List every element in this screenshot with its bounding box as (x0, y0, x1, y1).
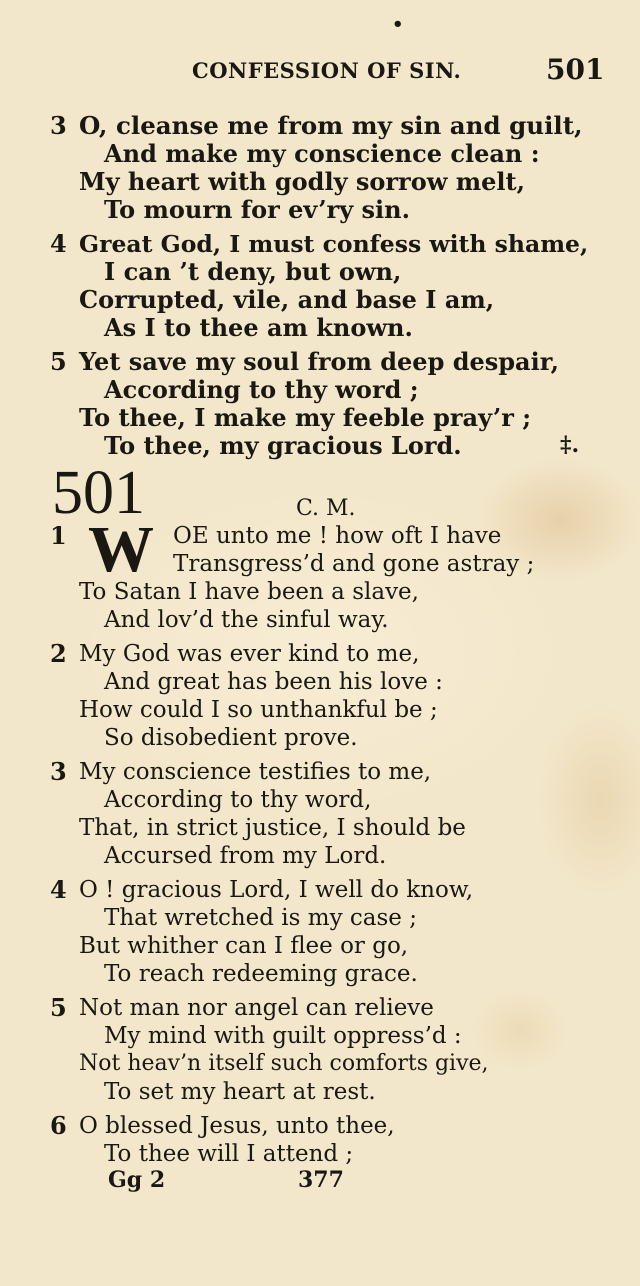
verse-line: To thee, I make my feeble pray’r ; (79, 403, 532, 432)
verse-line: And make my conscience clean : (104, 139, 540, 168)
verse-line: Great God, I must confess with shame, (79, 230, 589, 258)
verse-line: Not man nor angel can relieve (79, 995, 434, 1021)
verse-line: To thee will I attend ; (104, 1141, 354, 1167)
footer-page-number: 377 (298, 1167, 344, 1193)
verse-line: To mourn for ev’ry sin. (104, 195, 410, 224)
verse-line: To set my heart at rest. (104, 1079, 376, 1105)
hymn-meter: C. M. (296, 496, 356, 521)
stanza-number: 5 (50, 993, 67, 1022)
verse-line: Yet save my soul from deep despair, (79, 347, 559, 376)
end-mark: ‡. (560, 432, 580, 458)
header-dot: • (392, 14, 404, 35)
verse-line: Accursed from my Lord. (104, 843, 387, 869)
verse-line: And lov’d the sinful way. (104, 607, 389, 633)
verse-line: My heart with godly sorrow melt, (79, 167, 525, 196)
verse-line: My conscience testifies to me, (79, 759, 432, 785)
verse-line: My God was ever kind to me, (79, 641, 420, 667)
verse-line: My mind with guilt oppress’d : (104, 1023, 462, 1049)
verse-line: How could I so unthankful be ; (79, 697, 438, 723)
verse-line: That, in strict justice, I should be (79, 815, 466, 841)
verse-line: So disobedient prove. (104, 725, 358, 751)
verse-line: But whither can I flee or go, (79, 933, 409, 959)
signature-mark: Gg 2 (108, 1167, 166, 1193)
verse-line: According to thy word ; (104, 375, 419, 404)
running-title: CONFESSION OF SIN. (192, 58, 462, 83)
stanza-number: 3 (50, 757, 67, 786)
stanza-number: 5 (50, 347, 67, 376)
verse-line: O ! gracious Lord, I well do know, (79, 877, 474, 903)
verse-line: That wretched is my case ; (104, 905, 417, 931)
drop-cap: W (88, 513, 154, 586)
verse-line: To thee, my gracious Lord. (104, 431, 462, 460)
page-number: 501 (546, 53, 605, 86)
stanza-number: 4 (50, 875, 67, 904)
verse-line: OE unto me ! how oft I have (173, 523, 502, 549)
stanza-number: 6 (50, 1111, 67, 1140)
verse-line: Corrupted, vile, and base I am, (79, 285, 495, 314)
verse-line: I can ’t deny, but own, (104, 257, 402, 286)
verse-line: And great has been his love : (104, 669, 443, 695)
stanza-number: 4 (50, 229, 67, 258)
verse-line: To reach redeeming grace. (104, 961, 418, 987)
verse-line: Not heav’n itself such comforts give, (79, 1051, 489, 1076)
verse-line: As I to thee am known. (104, 313, 413, 342)
verse-line: To Satan I have been a slave, (79, 579, 419, 605)
stanza-number: 2 (50, 639, 67, 668)
hymn-number: 501 (52, 459, 145, 527)
verse-line: According to thy word, (104, 787, 372, 813)
verse-line: O blessed Jesus, unto thee, (79, 1113, 395, 1139)
verse-line: O, cleanse me from my sin and guilt, (79, 111, 583, 140)
stanza-number: 3 (50, 111, 67, 140)
stanza-number: 1 (50, 521, 67, 550)
verse-line: Transgress’d and gone astray ; (173, 551, 535, 577)
